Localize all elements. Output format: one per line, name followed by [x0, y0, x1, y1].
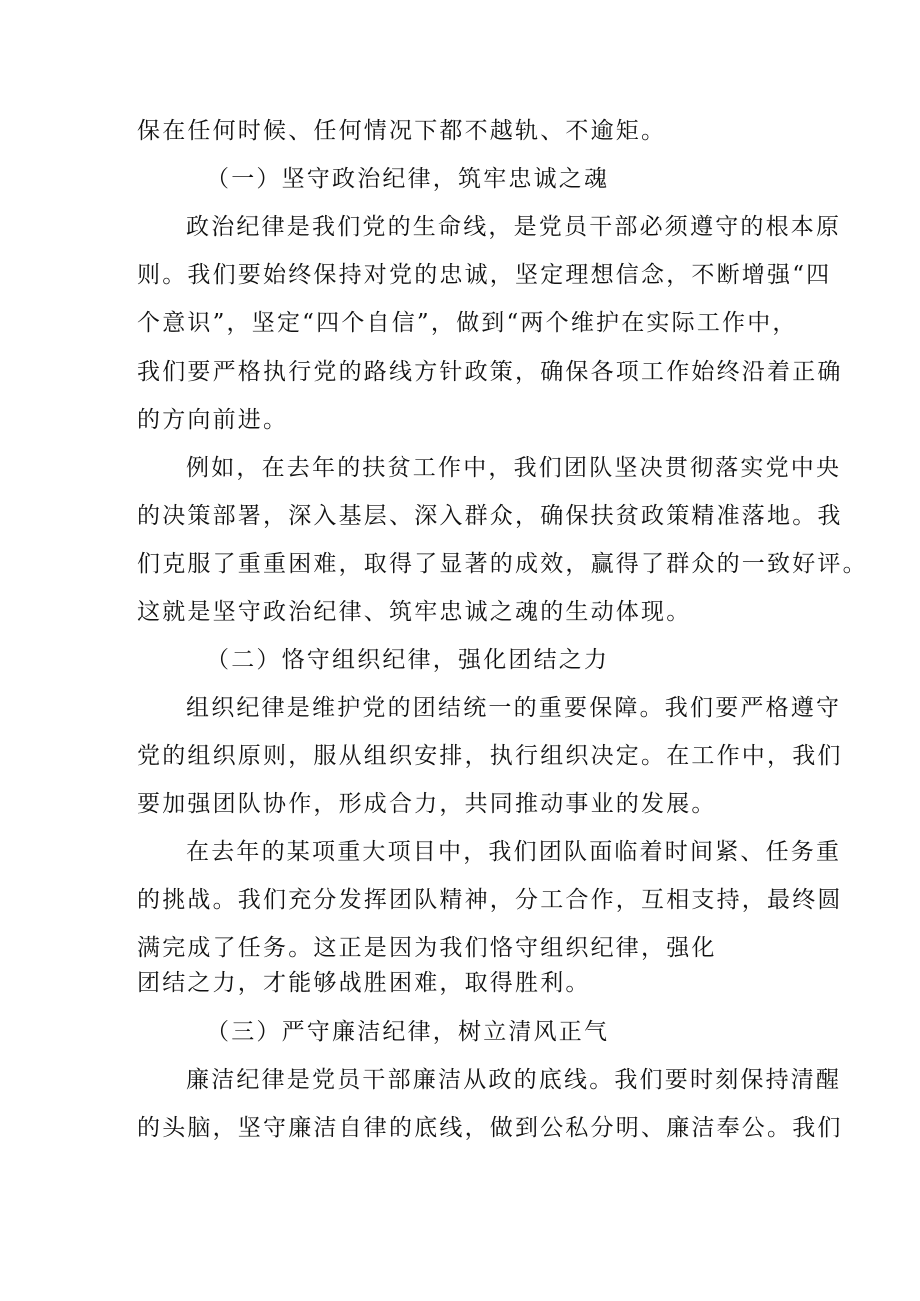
paragraph-line: 的挑战。我们充分发挥团队精神，分工合作，互相支持，最终圆 — [137, 887, 843, 913]
section-heading-3: （三）严守廉洁纪律，树立清风正气 — [206, 1019, 610, 1045]
paragraph-line: 我们要严格执行党的路线方针政策，确保各项工作始终沿着正确 — [137, 359, 843, 385]
paragraph-line: 要加强团队协作，形成合力，共同推动事业的发展。 — [137, 791, 717, 817]
paragraph-line: 组织纪律是维护党的团结统一的重要保障。我们要严格遵守 — [186, 695, 842, 721]
paragraph-line: 廉洁纪律是党员干部廉洁从政的底线。我们要时刻保持清醒 — [186, 1067, 842, 1093]
section-heading-1: （一）坚守政治纪律，筑牢忠诚之魂 — [206, 166, 610, 192]
section-heading-2: （二）恪守组织纪律，强化团结之力 — [206, 647, 610, 673]
paragraph-line: 党的组织原则，服从组织安排，执行组织决定。在工作中，我们 — [137, 743, 843, 769]
paragraph-line: 例如，在去年的扶贫工作中，我们团队坚决贯彻落实党中央 — [186, 455, 842, 481]
paragraph-line: 则。我们要始终保持对党的忠诚，坚定理想信念，不断增强“四 — [137, 262, 832, 288]
paragraph-line: 保在任何时候、任何情况下都不越轨、不逾矩。 — [137, 118, 667, 144]
paragraph-line: 们克服了重重困难，取得了显著的成效，赢得了群众的一致好评。 — [137, 551, 868, 577]
paragraph-line: 的头脑，坚守廉洁自律的底线，做到公私分明、廉洁奉公。我们 — [137, 1115, 843, 1141]
paragraph-line: 这就是坚守政治纪律、筑牢忠诚之魂的生动体现。 — [137, 599, 692, 625]
paragraph-line: 满完成了任务。这正是因为我们恪守组织纪律，强化 — [137, 935, 717, 961]
paragraph-line: 团结之力，才能够战胜困难，取得胜利。 — [137, 970, 591, 996]
paragraph-line: 在去年的某项重大项目中，我们团队面临着时间紧、任务重 — [186, 839, 842, 865]
paragraph-line: 的决策部署，深入基层、深入群众，确保扶贫政策精准落地。我 — [137, 503, 843, 529]
paragraph-line: 的方向前进。 — [137, 407, 289, 433]
paragraph-line: 个意识”，坚定“四个自信”，做到“两个维护在实际工作中， — [137, 310, 798, 336]
paragraph-line: 政治纪律是我们党的生命线，是党员干部必须遵守的根本原 — [186, 214, 842, 240]
